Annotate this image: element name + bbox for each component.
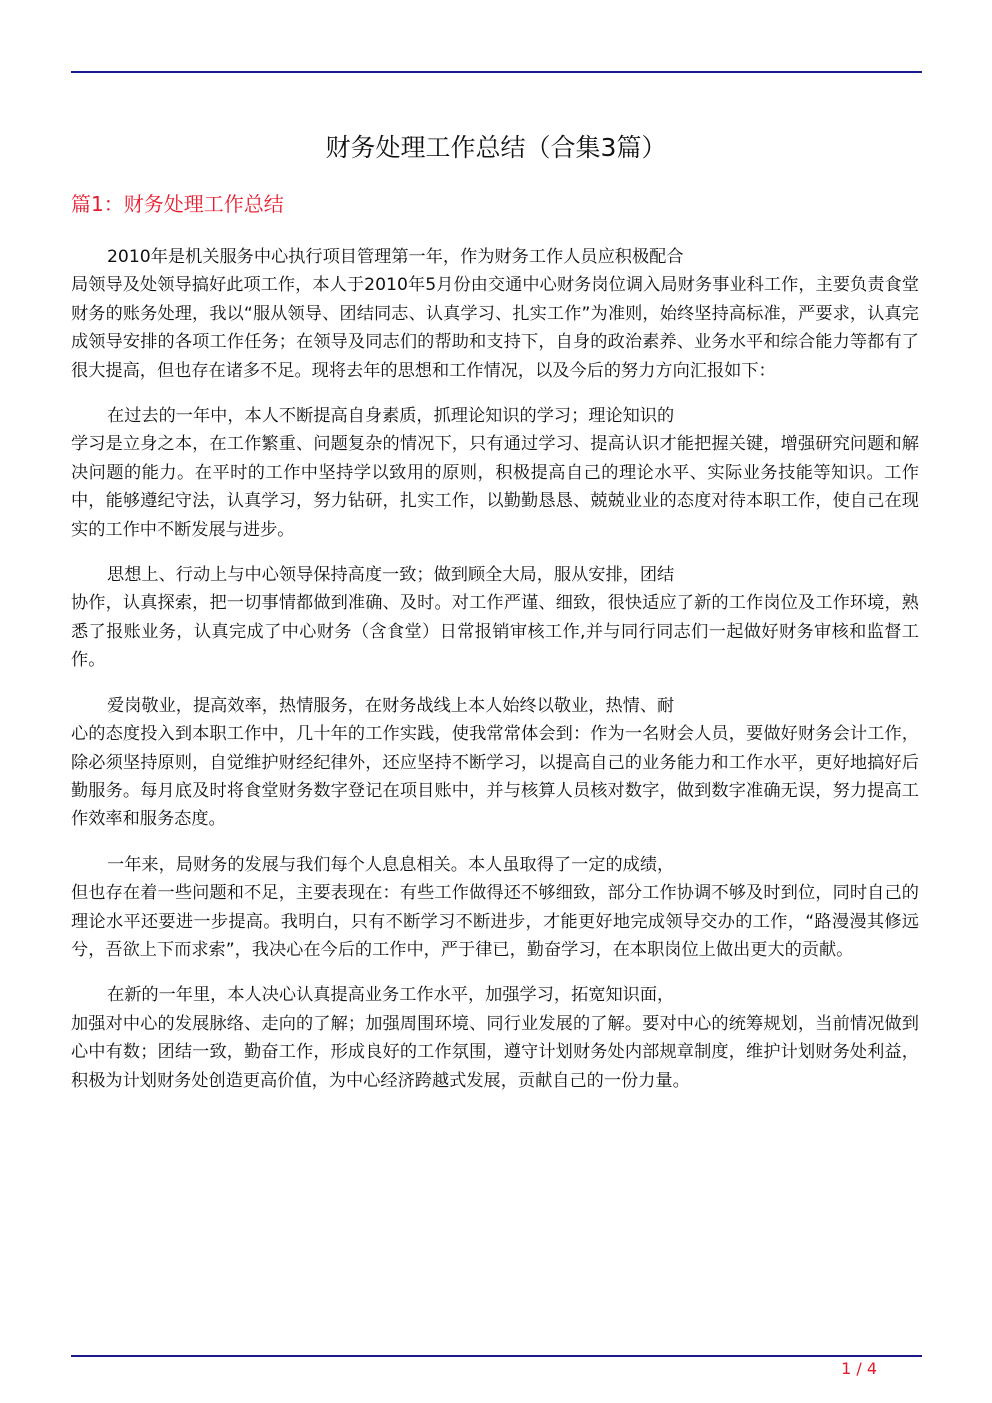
paragraph-first-line: 一年来，局财务的发展与我们每个人息息相关。本人虽取得了一定的成绩， [107,854,675,875]
paragraph-text: 学习是立身之本，在工作繁重、问题复杂的情况下，只有通过学习、提高认识才能把握关键，增强研究问题和解决问题的能力。在平时的工作中坚持学以致用的原则，积极提高自己的理论水平、实际业务技能等知识。工作中，能够遵纪守法，认真学习，努力钻研，扎实工作，以勤勤恳恳、兢兢业业的态度对待本职工作，使自己在现实的工作中不断发展与进步。 [71,434,919,540]
paragraph-text: 协作，认真探索，把一切事情都做到准确、及时。对工作严谨、细致，很快适应了新的工作岗位及工作环境，熟悉了报账业务，认真完成了中心财务（含食堂）日常报销审核工作,并与同行同志们一起做好财务审核和监督工作。 [71,593,919,671]
paragraph-1 [71,243,919,385]
section-heading: 篇1：财务处理工作总结 [71,192,284,216]
footer-rule [71,1355,922,1357]
paragraph-first-line: 在过去的一年中，本人不断提高自身素质，抓理论知识的学习；理论知识的 [107,406,675,427]
document-title: 财务处理工作总结（合集3篇） [325,133,667,162]
paragraph-text: 但也存在着一些问题和不足，主要表现在：有些工作做得还不够细致，部分工作协调不够及时到位，同时自己的理论水平还要进一步提高。我明白，只有不断学习不断进步，才能更好地完成领导交办的工作，“路漫漫其修远兮，吾欲上下而求索”，我决心在今后的工作中，严于律已，勤奋学习，在本职岗位上做出更大的贡献。 [71,883,919,960]
paragraph-text: 心的态度投入到本职工作中，几十年的工作实践，使我常常体会到：作为一名财会人员，要做好财务会计工作，除必须坚持原则，自觉维护财经纪律外，还应坚持不断学习，以提高自己的业务能力和工作水平，更好地搞好后勤服务。每月底及时将食堂财务数字登记在项目账中，并与核算人员核对数字，做到数字准确无误，努力提高工作效率和服务态度。 [71,724,919,830]
paragraph-2 [71,402,919,544]
paragraph-first-line: 2010年是机关服务中心执行项目管理第一年，作为财务工作人员应积极配合 [107,247,684,267]
paragraph-5 [71,851,919,965]
document-body [71,243,919,1112]
page-number: 1 / 4 [841,1359,877,1378]
paragraph-6 [71,981,919,1095]
paragraph-3 [71,561,919,675]
paragraph-first-line: 思想上、行动上与中心领导保持高度一致；做到顾全大局，服从安排，团结 [107,565,675,586]
paragraph-first-line: 爱岗敬业，提高效率，热情服务，在财务战线上本人始终以敬业，热情、耐 [107,695,675,716]
paragraph-text: 加强对中心的发展脉络、走向的了解；加强周围环境、同行业发展的了解。要对中心的统筹规划，当前情况做到心中有数；团结一致，勤奋工作，形成良好的工作氛围，遵守计划财务处内部规章制度，维护计划财务处利益，积极为计划财务处创造更高价值，为中心经济跨越式发展，贡献自己的一份力量。 [71,1013,919,1091]
paragraph-first-line: 在新的一年里，本人决心认真提高业务工作水平，加强学习，拓宽知识面， [107,985,675,1006]
paragraph-4 [71,692,919,834]
paragraph-text: 局领导及处领导搞好此项工作，本人于2010年5月份由交通中心财务岗位调入局财务事业科工作，主要负责食堂财务的账务处理，我以“服从领导、团结同志、认真学习、扎实工作”为准则，始终坚持高标准，严要求，认真完成领导安排的各项工作任务；在领导及同志们的帮助和支持下，自身的政治素养、业务水平和综合能力等都有了很大提高，但也存在诸多不足。现将去年的思想和工作情况，以及今后的努力方向汇报如下： [71,275,919,381]
header-rule [71,71,922,73]
